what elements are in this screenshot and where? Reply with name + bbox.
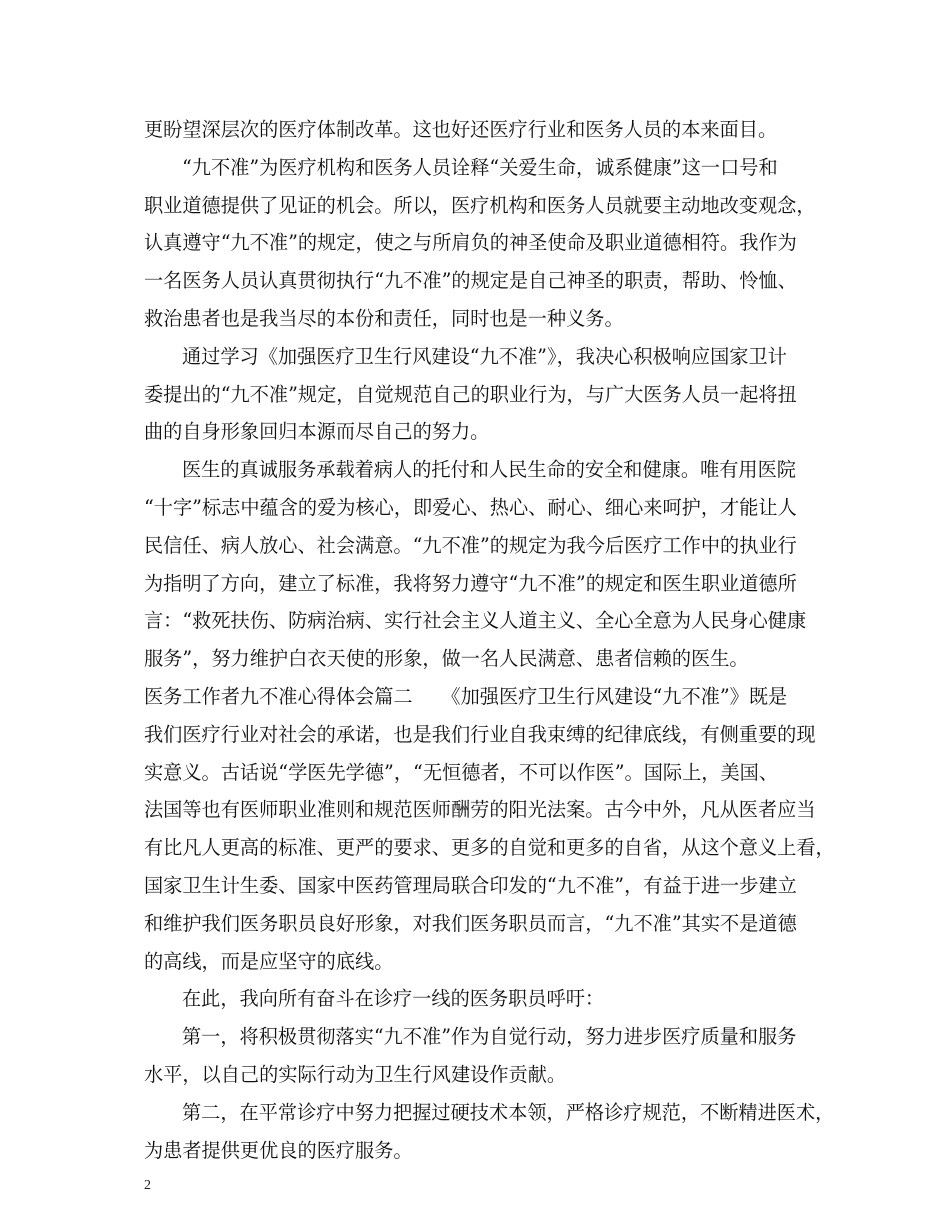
text-line: 曲的自身形象回归本源而尽自己的努力。 xyxy=(144,420,490,443)
text-line: 民信任、病人放心、社会满意。“九不准”的规定为我今后医疗工作中的执业行 xyxy=(144,534,797,557)
text-line: 为指明了方向，建立了标准，我将努力遵守“九不准”的规定和医生职业道德所 xyxy=(144,572,797,595)
text-line: 法国等也有医师职业准则和规范医师酬劳的阳光法案。古今中外，凡从医者应当 xyxy=(144,798,816,821)
text-line: 的高线，而是应坚守的底线。 xyxy=(144,950,394,973)
text-line: 更盼望深层次的医疗体制改革。这也好还医疗行业和医务人员的本来面目。 xyxy=(144,118,778,141)
page-number: 2 xyxy=(144,1178,151,1193)
text-line: 服务”，努力维护白衣天使的形象，做一名人民满意、患者信赖的医生。 xyxy=(144,647,749,670)
text-line: 医生的真诚服务承载着病人的托付和人民生命的安全和健康。唯有用医院 xyxy=(182,458,796,481)
text-line: 和维护我们医务职员良好形象，对我们医务职员而言，“九不准”其实不是道德 xyxy=(144,912,797,935)
text-line: 我们医疗行业对社会的承诺，也是我们行业自我束缚的纪律底线，有侧重要的现 xyxy=(144,723,816,746)
text-line: 职业道德提供了见证的机会。所以，医疗机构和医务人员就要主动地改变观念， xyxy=(144,194,816,217)
text-line: 言：“救死扶伤、防病治病、实行社会主义人道主义、全心全意为人民身心健康 xyxy=(144,609,807,632)
text-line: 认真遵守“九不准”的规定，使之与所肩负的神圣使命及职业道德相符。我作为 xyxy=(144,231,797,254)
text-line: 在此，我向所有奋斗在诊疗一线的医务职员呼吁： xyxy=(182,987,605,1010)
section-heading-line: 医务工作者九不准心得体会篇二 《加强医疗卫生行风建设“九不准”》既是 xyxy=(144,685,788,708)
text-line: 救治患者也是我当尽的本份和责任，同时也是一种义务。 xyxy=(144,307,624,330)
text-line: 有比凡人更高的标准、更严的要求、更多的自觉和更多的自省，从这个意义上看， xyxy=(144,836,835,859)
text-line: 国家卫生计生委、国家中医药管理局联合印发的“九不准”，有益于进一步建立 xyxy=(144,874,797,897)
text-line: 通过学习《加强医疗卫生行风建设“九不准”》，我决心积极响应国家卫计 xyxy=(182,345,787,368)
text-line: 第二，在平常诊疗中努力把握过硬技术本领，严格诊疗规范，不断精进医术， xyxy=(182,1101,835,1124)
text-line: “九不准”为医疗机构和医务人员诠释“关爱生命，诚系健康”这一口号和 xyxy=(182,156,778,179)
text-line: 水平，以自己的实际行动为卫生行风建设作贡献。 xyxy=(144,1063,567,1086)
text-line: 实意义。古话说“学医先学德”，“无恒德者，不可以作医”。国际上，美国、 xyxy=(144,761,779,784)
text-line: “十字”标志中蕴含的爱为核心，即爱心、热心、耐心、细心来呵护，才能让人 xyxy=(144,496,797,519)
text-line: 一名医务人员认真贯彻执行“九不准”的规定是自己神圣的职责，帮助、怜恤、 xyxy=(144,269,797,292)
text-line: 第一，将积极贯彻落实“九不准”作为自觉行动，努力进步医疗质量和服务 xyxy=(182,1025,797,1048)
text-line: 为患者提供更优良的医疗服务。 xyxy=(144,1139,413,1162)
text-line: 委提出的“九不准”规定，自觉规范自己的职业行为，与广大医务人员一起将扭 xyxy=(144,383,797,406)
